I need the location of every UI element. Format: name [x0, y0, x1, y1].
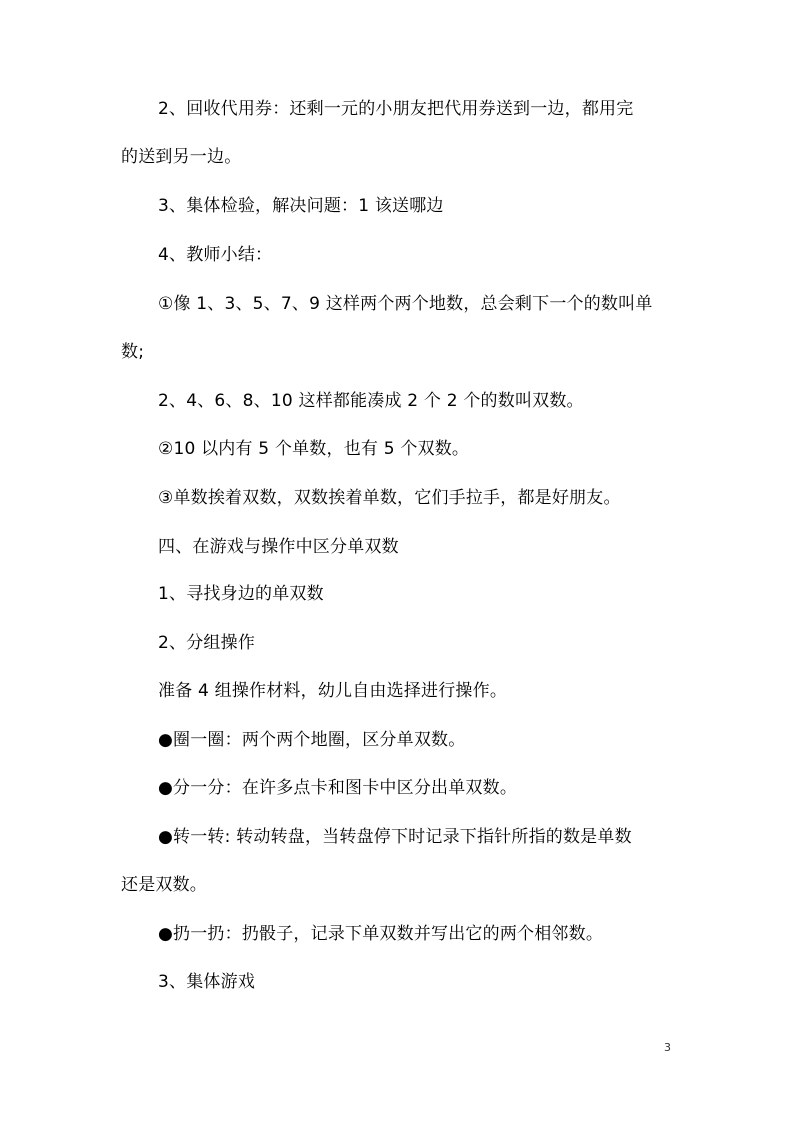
section-heading: 四、在游戏与操作中区分单双数: [158, 537, 399, 557]
paragraph-line: 3、集体检验，解决问题：1 该送哪边: [158, 196, 444, 216]
page-number: 3: [664, 1041, 671, 1054]
paragraph-line: 3、集体游戏: [158, 972, 256, 992]
paragraph-line: 2、回收代用券：还剩一元的小朋友把代用券送到一边，都用完: [158, 99, 634, 119]
paragraph-line: 准备 4 组操作材料，幼儿自由选择进行操作。: [158, 681, 508, 701]
paragraph-line: 2、4、6、8、10 这样都能凑成 2 个 2 个的数叫双数。: [158, 391, 584, 411]
paragraph-line: ②10 以内有 5 个单数，也有 5 个双数。: [158, 439, 470, 459]
bullet-item: ●转一转: 转动转盘，当转盘停下时记录下指针所指的数是单数: [158, 827, 632, 847]
paragraph-line: 4、教师小结：: [158, 245, 273, 265]
paragraph-line: ③单数挨着双数，双数挨着单数，它们手拉手，都是好朋友。: [158, 488, 621, 508]
paragraph-line: ①像 1、3、5、7、9 这样两个两个地数，总会剩下一个的数叫单: [158, 294, 653, 314]
bullet-item: ●分一分：在许多点卡和图卡中区分出单双数。: [158, 778, 518, 798]
paragraph-line: 的送到另一边。: [121, 147, 242, 167]
paragraph-line: 1、寻找身边的单双数: [158, 584, 324, 604]
bullet-item: ●圈一圈：两个两个地圈，区分单双数。: [158, 730, 466, 750]
paragraph-line: 还是双数。: [121, 875, 207, 895]
bullet-item: ●扔一扔：扔骰子，记录下单双数并写出它的两个相邻数。: [158, 924, 604, 944]
paragraph-line: 2、分组操作: [158, 633, 256, 653]
paragraph-line: 数;: [121, 342, 145, 362]
